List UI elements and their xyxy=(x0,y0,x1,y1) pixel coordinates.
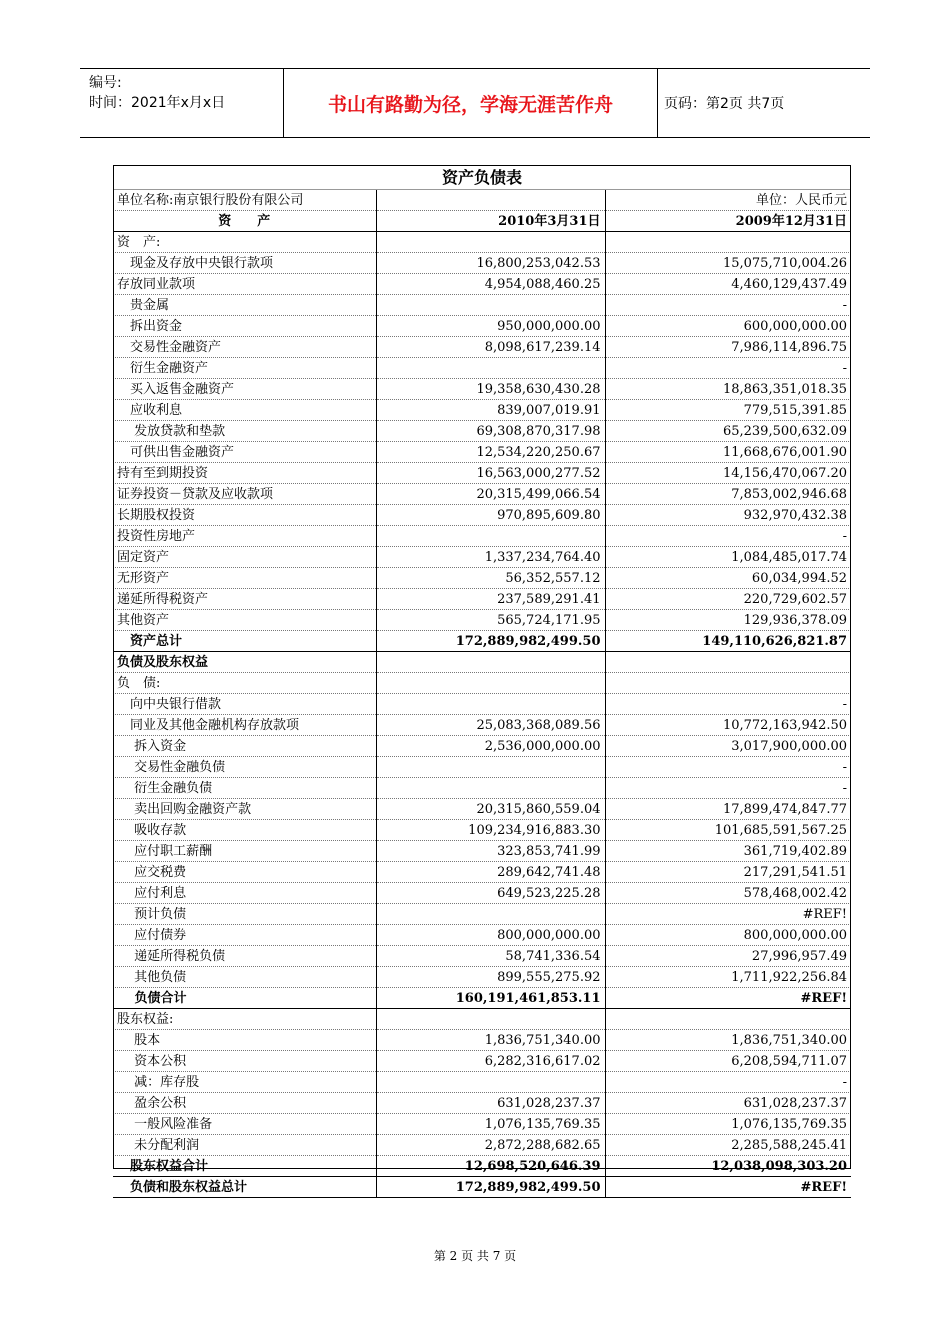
row-item-label: 存放同业款项 xyxy=(113,274,376,295)
row-value-2009: 60,034,994.52 xyxy=(605,568,851,589)
row-value-2010: 800,000,000.00 xyxy=(376,925,605,946)
row-value-2009 xyxy=(605,232,851,253)
row-value-2009: 4,460,129,437.49 xyxy=(605,274,851,295)
row-value-2009: 18,863,351,018.35 xyxy=(605,379,851,400)
row-value-2010: 12,698,520,646.39 xyxy=(376,1156,605,1177)
row-value-2010: 109,234,916,883.30 xyxy=(376,820,605,841)
row-item-label: 其他资产 xyxy=(113,610,376,631)
row-value-2010: 323,853,741.99 xyxy=(376,841,605,862)
unit-row xyxy=(113,190,851,211)
row-value-2010: 58,741,336.54 xyxy=(376,946,605,967)
table-row xyxy=(113,1114,851,1135)
row-value-2010: 172,889,982,499.50 xyxy=(376,631,605,652)
table-row xyxy=(113,820,851,841)
table-row xyxy=(113,253,851,274)
row-item-label: 其他负债 xyxy=(113,967,376,988)
row-value-2009: - xyxy=(605,778,851,799)
header-meta xyxy=(89,73,225,113)
row-value-2009: 1,836,751,340.00 xyxy=(605,1030,851,1051)
row-item-label: 负 债: xyxy=(113,673,376,694)
row-value-2010: 25,083,368,089.56 xyxy=(376,715,605,736)
row-value-2010: 2,872,288,682.65 xyxy=(376,1135,605,1156)
currency-unit: 单位：人民币元 xyxy=(605,190,851,211)
row-value-2009 xyxy=(605,1009,851,1030)
table-row xyxy=(113,316,851,337)
row-value-2009: 6,208,594,711.07 xyxy=(605,1051,851,1072)
row-value-2009: 932,970,432.38 xyxy=(605,505,851,526)
table-row xyxy=(113,505,851,526)
row-value-2010 xyxy=(376,757,605,778)
row-value-2009: 1,711,922,256.84 xyxy=(605,967,851,988)
row-value-2010 xyxy=(376,673,605,694)
row-item-label: 盈余公积 xyxy=(113,1093,376,1114)
table-row xyxy=(113,757,851,778)
row-item-label: 股东权益合计 xyxy=(113,1156,376,1177)
row-item-label: 资产总计 xyxy=(113,631,376,652)
row-value-2010 xyxy=(376,526,605,547)
row-value-2009: 361,719,402.89 xyxy=(605,841,851,862)
row-value-2010 xyxy=(376,358,605,379)
table-row xyxy=(113,1072,851,1093)
row-value-2009: 631,028,237.37 xyxy=(605,1093,851,1114)
row-item-label: 负债及股东权益 xyxy=(113,652,376,673)
row-value-2010: 2,536,000,000.00 xyxy=(376,736,605,757)
row-value-2009: 12,038,098,303.20 xyxy=(605,1156,851,1177)
row-item-label: 拆入资金 xyxy=(113,736,376,757)
row-item-label: 卖出回购金融资产款 xyxy=(113,799,376,820)
table-row xyxy=(113,568,851,589)
row-value-2009: 65,239,500,632.09 xyxy=(605,421,851,442)
table-row xyxy=(113,1135,851,1156)
table-row xyxy=(113,379,851,400)
row-value-2010: 1,836,751,340.00 xyxy=(376,1030,605,1051)
row-value-2009: 10,772,163,942.50 xyxy=(605,715,851,736)
table-row xyxy=(113,1156,851,1177)
row-item-label: 固定资产 xyxy=(113,547,376,568)
row-item-label: 负债合计 xyxy=(113,988,376,1009)
page-footer: 第 2 页 共 7 页 xyxy=(433,1249,517,1263)
row-item-label: 减：库存股 xyxy=(113,1072,376,1093)
table-row xyxy=(113,904,851,925)
row-value-2010: 631,028,237.37 xyxy=(376,1093,605,1114)
row-value-2009: 17,899,474,847.77 xyxy=(605,799,851,820)
row-value-2010: 1,337,234,764.40 xyxy=(376,547,605,568)
row-item-label: 现金及存放中央银行款项 xyxy=(113,253,376,274)
row-item-label: 衍生金融负债 xyxy=(113,778,376,799)
row-value-2009 xyxy=(605,673,851,694)
row-value-2010: 12,534,220,250.67 xyxy=(376,442,605,463)
row-value-2010 xyxy=(376,1009,605,1030)
row-value-2010 xyxy=(376,778,605,799)
row-value-2010: 4,954,088,460.25 xyxy=(376,274,605,295)
row-item-label: 交易性金融负债 xyxy=(113,757,376,778)
row-value-2009: #REF! xyxy=(605,1177,851,1198)
table-row xyxy=(113,337,851,358)
row-item-label: 应收利息 xyxy=(113,400,376,421)
table-row xyxy=(113,778,851,799)
row-item-label: 股东权益: xyxy=(113,1009,376,1030)
row-value-2009: 2,285,588,245.41 xyxy=(605,1135,851,1156)
row-item-label: 发放贷款和垫款 xyxy=(113,421,376,442)
unit-spacer xyxy=(376,190,605,211)
row-value-2009: 7,853,002,946.68 xyxy=(605,484,851,505)
row-value-2009: 600,000,000.00 xyxy=(605,316,851,337)
row-value-2009: 1,084,485,017.74 xyxy=(605,547,851,568)
col-header-2010: 2010年3月31日 xyxy=(376,211,605,232)
row-value-2010: 69,308,870,317.98 xyxy=(376,421,605,442)
table-row xyxy=(113,484,851,505)
row-value-2010 xyxy=(376,232,605,253)
table-row xyxy=(113,526,851,547)
row-item-label: 预计负债 xyxy=(113,904,376,925)
row-value-2010 xyxy=(376,694,605,715)
row-value-2009: 149,110,626,821.87 xyxy=(605,631,851,652)
number-label: 编号: xyxy=(89,75,122,91)
table-row xyxy=(113,1093,851,1114)
row-value-2010: 16,800,253,042.53 xyxy=(376,253,605,274)
row-value-2010: 289,642,741.48 xyxy=(376,862,605,883)
row-item-label: 递延所得税资产 xyxy=(113,589,376,610)
table-row xyxy=(113,274,851,295)
table-row xyxy=(113,988,851,1009)
table-row xyxy=(113,589,851,610)
row-value-2009: 129,936,378.09 xyxy=(605,610,851,631)
row-value-2009: 7,986,114,896.75 xyxy=(605,337,851,358)
row-value-2009: 779,515,391.85 xyxy=(605,400,851,421)
row-value-2009: - xyxy=(605,694,851,715)
row-item-label: 向中央银行借款 xyxy=(113,694,376,715)
page-header xyxy=(80,68,870,138)
page-label: 页码：第2页 共7页 xyxy=(664,96,785,112)
company-name: 单位名称:南京银行股份有限公司 xyxy=(113,190,376,211)
row-value-2009: 217,291,541.51 xyxy=(605,862,851,883)
sheet-title-row xyxy=(113,165,851,190)
row-value-2010: 649,523,225.28 xyxy=(376,883,605,904)
table-row xyxy=(113,694,851,715)
row-value-2010: 970,895,609.80 xyxy=(376,505,605,526)
row-value-2009: #REF! xyxy=(605,904,851,925)
row-item-label: 一般风险准备 xyxy=(113,1114,376,1135)
motto: 书山有路勤为径，学海无涯苦作舟 xyxy=(283,69,658,137)
row-value-2009: 101,685,591,567.25 xyxy=(605,820,851,841)
table-row xyxy=(113,400,851,421)
row-value-2010: 1,076,135,769.35 xyxy=(376,1114,605,1135)
row-value-2009: 11,668,676,001.90 xyxy=(605,442,851,463)
row-value-2009: 27,996,957.49 xyxy=(605,946,851,967)
row-value-2010: 56,352,557.12 xyxy=(376,568,605,589)
table-row xyxy=(113,547,851,568)
row-item-label: 未分配利润 xyxy=(113,1135,376,1156)
row-item-label: 资本公积 xyxy=(113,1051,376,1072)
row-item-label: 贵金属 xyxy=(113,295,376,316)
row-item-label: 证券投资－贷款及应收款项 xyxy=(113,484,376,505)
row-value-2010: 899,555,275.92 xyxy=(376,967,605,988)
table-row xyxy=(113,463,851,484)
table-row xyxy=(113,1177,851,1198)
row-value-2009: 578,468,002.42 xyxy=(605,883,851,904)
table-row xyxy=(113,967,851,988)
table-row xyxy=(113,652,851,673)
col-header-2009: 2009年12月31日 xyxy=(605,211,851,232)
row-item-label: 长期股权投资 xyxy=(113,505,376,526)
row-value-2010: 20,315,499,066.54 xyxy=(376,484,605,505)
table-row xyxy=(113,421,851,442)
row-item-label: 无形资产 xyxy=(113,568,376,589)
row-value-2009 xyxy=(605,652,851,673)
table-row xyxy=(113,883,851,904)
table-row xyxy=(113,358,851,379)
row-value-2009: - xyxy=(605,358,851,379)
row-value-2009: - xyxy=(605,526,851,547)
row-value-2009: 14,156,470,067.20 xyxy=(605,463,851,484)
table-row xyxy=(113,295,851,316)
row-value-2010: 8,098,617,239.14 xyxy=(376,337,605,358)
table-row xyxy=(113,715,851,736)
row-value-2010: 6,282,316,617.02 xyxy=(376,1051,605,1072)
table-row xyxy=(113,610,851,631)
row-value-2009: 220,729,602.57 xyxy=(605,589,851,610)
table-row xyxy=(113,1030,851,1051)
row-value-2010: 839,007,019.91 xyxy=(376,400,605,421)
row-value-2009: 3,017,900,000.00 xyxy=(605,736,851,757)
row-item-label: 股本 xyxy=(113,1030,376,1051)
table-row xyxy=(113,232,851,253)
row-item-label: 持有至到期投资 xyxy=(113,463,376,484)
row-value-2009: - xyxy=(605,757,851,778)
balance-sheet-table xyxy=(113,165,851,1198)
table-row xyxy=(113,799,851,820)
row-value-2009: - xyxy=(605,1072,851,1093)
row-value-2010: 19,358,630,430.28 xyxy=(376,379,605,400)
row-value-2010 xyxy=(376,1072,605,1093)
row-item-label: 资 产: xyxy=(113,232,376,253)
row-value-2009: - xyxy=(605,295,851,316)
row-item-label: 应付利息 xyxy=(113,883,376,904)
table-row xyxy=(113,442,851,463)
table-row xyxy=(113,736,851,757)
row-value-2009: 800,000,000.00 xyxy=(605,925,851,946)
row-item-label: 买入返售金融资产 xyxy=(113,379,376,400)
row-value-2010: 20,315,860,559.04 xyxy=(376,799,605,820)
row-item-label: 同业及其他金融机构存放款项 xyxy=(113,715,376,736)
row-item-label: 拆出资金 xyxy=(113,316,376,337)
row-item-label: 应付职工薪酬 xyxy=(113,841,376,862)
table-row xyxy=(113,673,851,694)
row-value-2010: 237,589,291.41 xyxy=(376,589,605,610)
row-item-label: 交易性金融资产 xyxy=(113,337,376,358)
table-row xyxy=(113,925,851,946)
table-row xyxy=(113,631,851,652)
table-row xyxy=(113,841,851,862)
table-row xyxy=(113,946,851,967)
row-item-label: 衍生金融资产 xyxy=(113,358,376,379)
row-item-label: 应交税费 xyxy=(113,862,376,883)
row-value-2010: 16,563,000,277.52 xyxy=(376,463,605,484)
sheet-title: 资产负债表 xyxy=(113,165,851,190)
row-value-2010: 950,000,000.00 xyxy=(376,316,605,337)
row-value-2009: #REF! xyxy=(605,988,851,1009)
time-label: 时间：2021年x月x日 xyxy=(89,95,226,111)
row-value-2010 xyxy=(376,295,605,316)
row-item-label: 负债和股东权益总计 xyxy=(113,1177,376,1198)
row-value-2009: 15,075,710,004.26 xyxy=(605,253,851,274)
table-row xyxy=(113,1051,851,1072)
row-value-2010 xyxy=(376,652,605,673)
col-header-item: 资 产 xyxy=(113,211,376,232)
row-value-2009: 1,076,135,769.35 xyxy=(605,1114,851,1135)
row-value-2010: 172,889,982,499.50 xyxy=(376,1177,605,1198)
column-header-row xyxy=(113,211,851,232)
row-item-label: 递延所得税负债 xyxy=(113,946,376,967)
row-value-2010 xyxy=(376,904,605,925)
row-item-label: 吸收存款 xyxy=(113,820,376,841)
row-item-label: 应付债券 xyxy=(113,925,376,946)
row-value-2010: 565,724,171.95 xyxy=(376,610,605,631)
row-item-label: 可供出售金融资产 xyxy=(113,442,376,463)
table-row xyxy=(113,1009,851,1030)
row-value-2010: 160,191,461,853.11 xyxy=(376,988,605,1009)
row-item-label: 投资性房地产 xyxy=(113,526,376,547)
table-row xyxy=(113,862,851,883)
